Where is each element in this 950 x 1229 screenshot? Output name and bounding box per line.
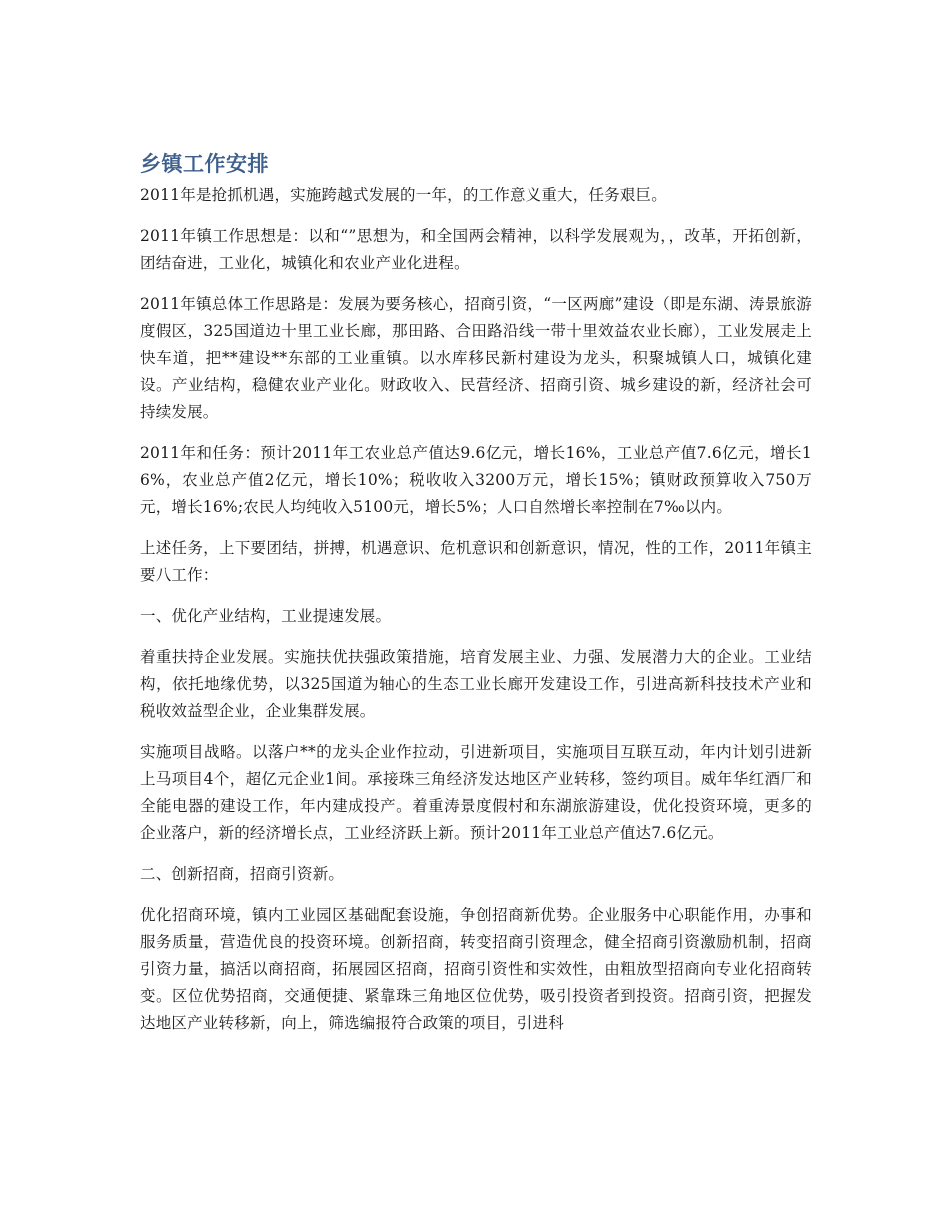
paragraph-investment: 优化招商环境，镇内工业园区基础配套设施，争创招商新优势。企业服务中心职能作用，办事和服务质量，营造优良的投资环境。创新招商，转变招商引资理念，健全招商引资激励机制，招商引资力量，搞活以商招商，拓展园区招商，招商引资性和实效性，由粗放型招商向专业化招商转变。区位优势招商，交通便捷、紧靠珠三角地区位优势，吸引投资者到投资。招商引资，把握发达地区产业转移新，向上，筛选编报符合政策的项目，引进科	[140, 906, 812, 1032]
paragraph-summary: 上述任务，上下要团结，拼搏，机遇意识、危机意识和创新意识，情况，性的工作，2011年镇主要八工作：	[140, 539, 812, 584]
paragraph-intro: 2011年是抢抓机遇，实施跨越式发展的一年，的工作意义重大，任务艰巨。	[140, 186, 667, 204]
document-title: 乡镇工作安排	[140, 152, 269, 176]
paragraph-enterprise-support: 着重扶持企业发展。实施扶优扶强政策措施，培育发展主业、力强、发展潜力大的企业。工业结构，依托地缘优势，以325国道为轴心的生态工业长廊开发建设工作，引进高新科技技术产业和税收效益型企业，企业集群发展。	[140, 648, 812, 720]
paragraph-guiding-thought: 2011年镇工作思想是：以和“”思想为，和全国两会精神，以科学发展观为，，改革，开拓创新，团结奋进，工业化，城镇化和农业产业化进程。	[140, 227, 812, 272]
section-heading-2: 二、创新招商，招商引资新。	[140, 865, 345, 883]
document-page	[140, 148, 812, 1051]
paragraph-targets: 2011年和任务：预计2011年工农业总产值达9.6亿元，增长16%，工业总产值7.6亿元，增长16%，农业总产值2亿元，增长10%；税收收入3200万元，增长15%；镇财政预算收入750万元，增长16%;农民人均纯收入5100元，增长5%；人口自然增长率控制在7‰以内。	[140, 444, 812, 516]
paragraph-overall-approach: 2011年镇总体工作思路是：发展为要务核心，招商引资，“一区两廊”建设（即是东湖、涛景旅游度假区，325国道边十里工业长廊，那田路、合田路沿线一带十里效益农业长廊），工业发展走上快车道，把**建设**东部的工业重镇。以水库移民新村建设为龙头，积聚城镇人口，城镇化建设。产业结构，稳健农业产业化。财政收入、民营经济、招商引资、城乡建设的新，经济社会可持续发展。	[140, 295, 812, 421]
paragraph-project-strategy: 实施项目战略。以落户**的龙头企业作拉动，引进新项目，实施项目互联互动，年内计划引进新上马项目4个，超亿元企业1间。承接珠三角经济发达地区产业转移，签约项目。威年华红酒厂和全能电器的建设工作，年内建成投产。着重涛景度假村和东湖旅游建设，优化投资环境，更多的企业落户，新的经济增长点，工业经济跃上新。预计2011年工业总产值达7.6亿元。	[140, 743, 812, 842]
section-heading-1: 一、优化产业结构，工业提速发展。	[140, 607, 392, 625]
